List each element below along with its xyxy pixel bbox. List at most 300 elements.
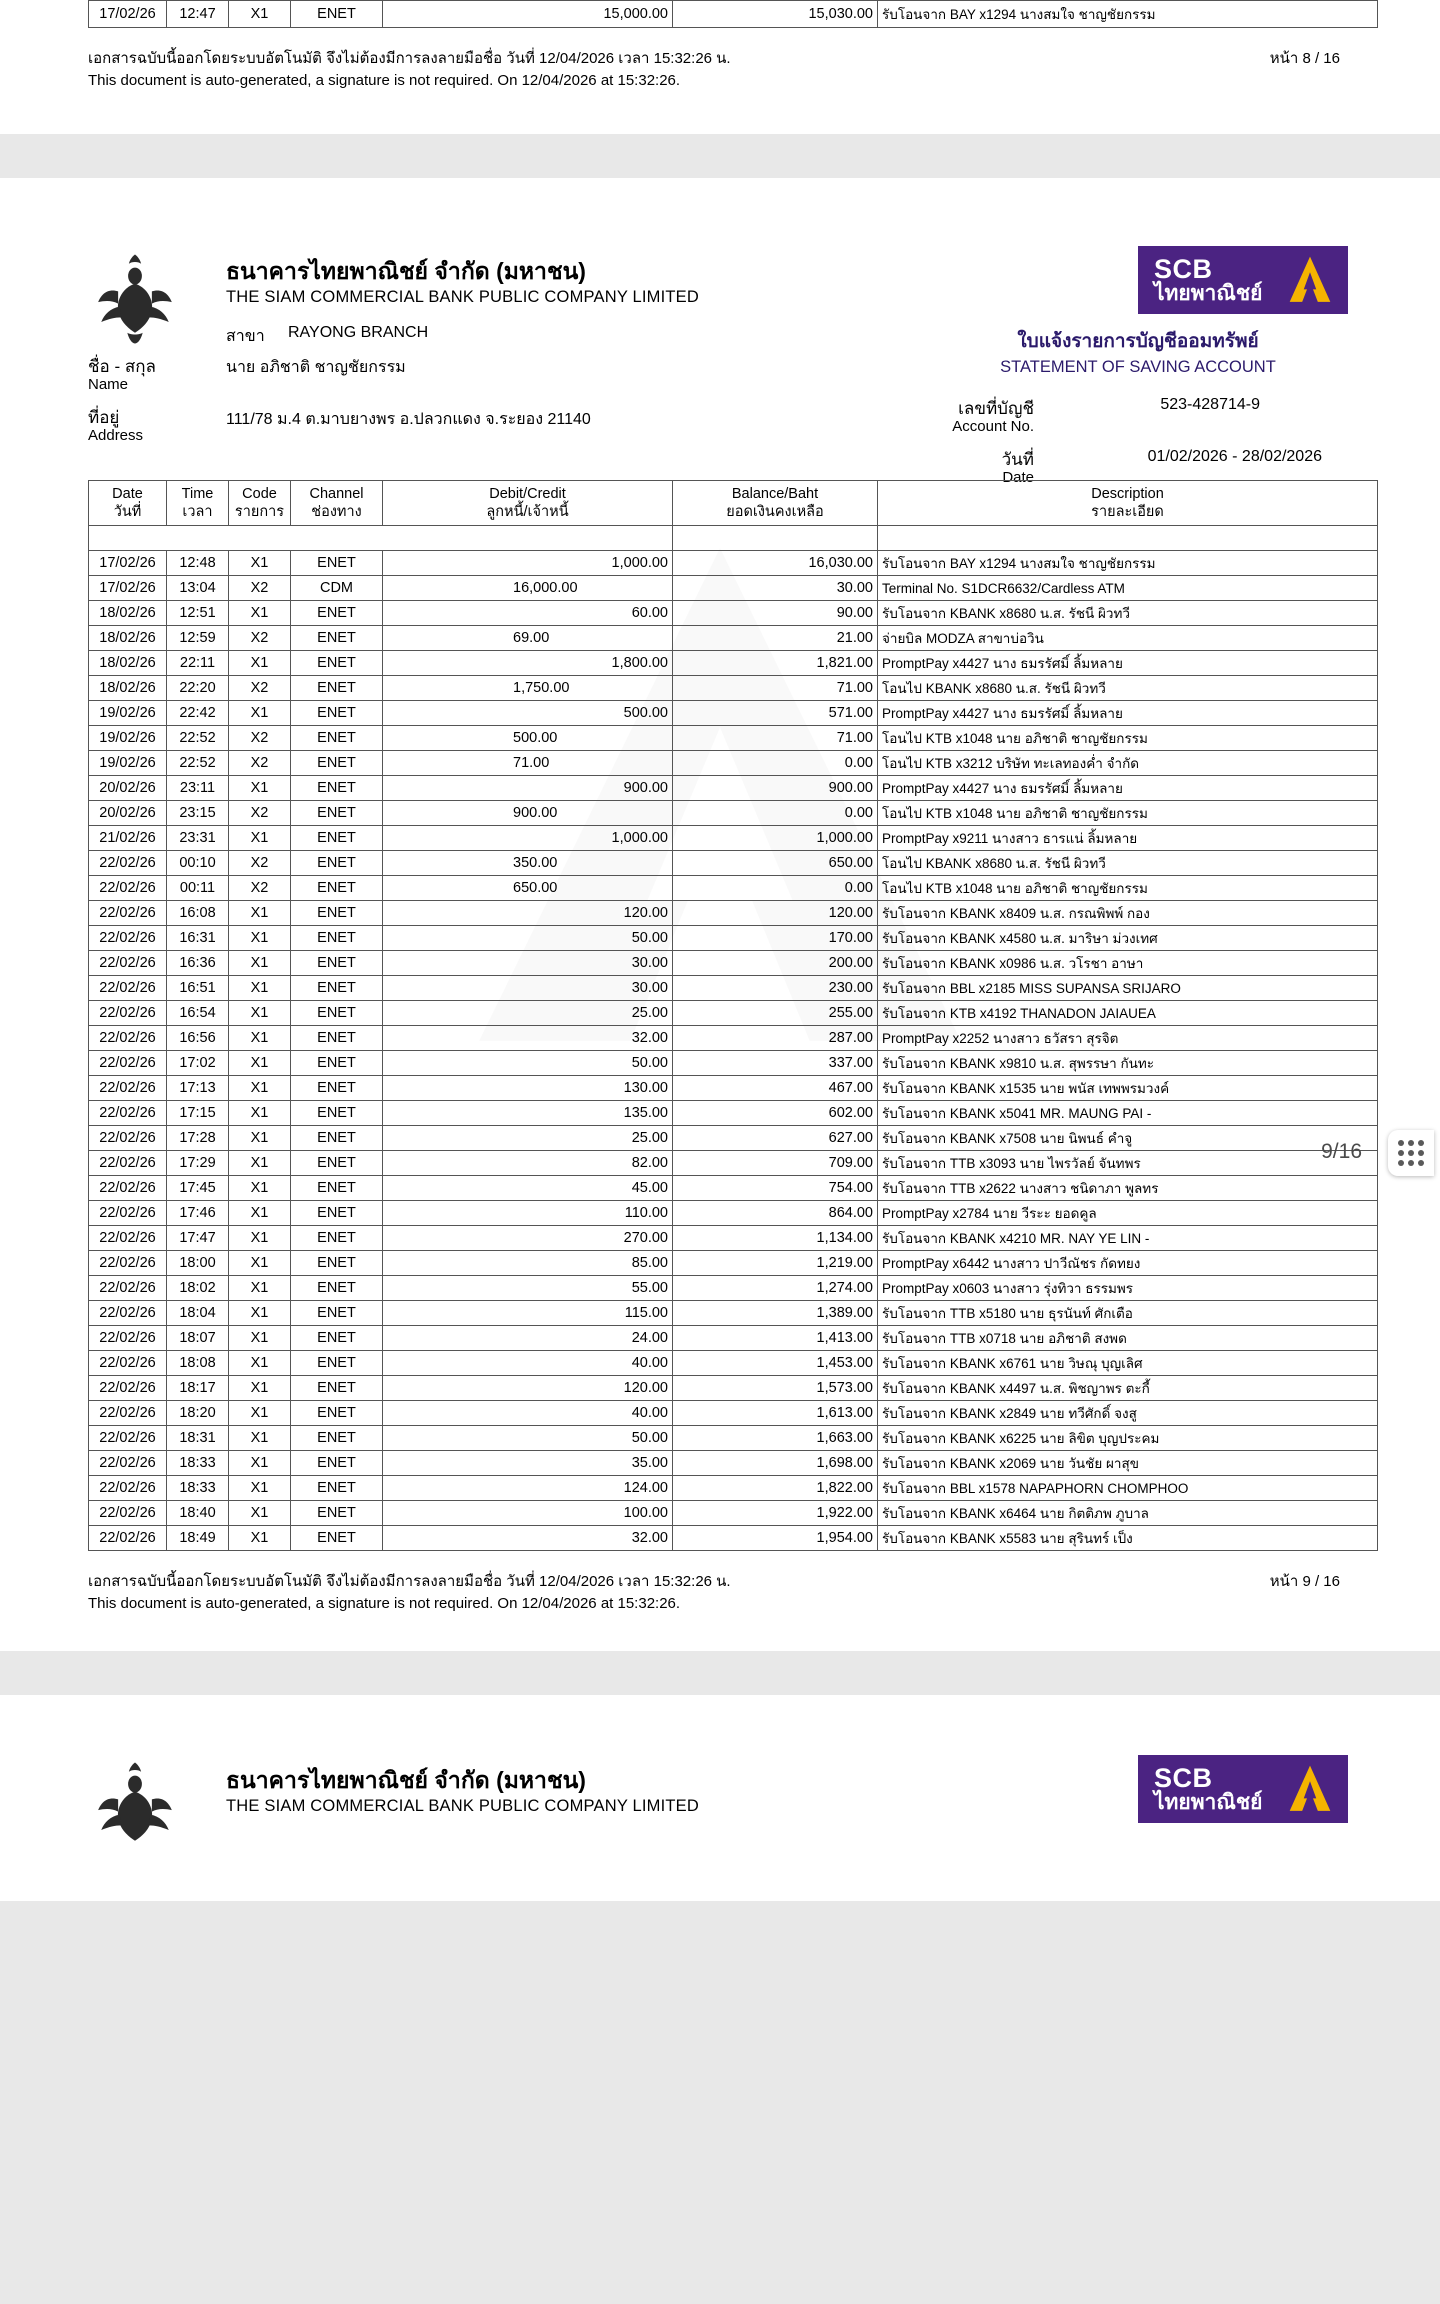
cell-date: 22/02/26 bbox=[89, 1126, 167, 1151]
cell-time: 16:56 bbox=[167, 1026, 229, 1051]
cell-description: รับโอนจาก TTB x5180 นาย ธุรนันท์ ศักเตือ bbox=[878, 1301, 1378, 1326]
cell-channel: ENET bbox=[291, 901, 383, 926]
transactions-body bbox=[89, 526, 1378, 1551]
table-row bbox=[89, 1526, 1378, 1551]
cell-code: X1 bbox=[229, 826, 291, 851]
cell-time: 22:52 bbox=[167, 726, 229, 751]
cell-debit: 25.00 bbox=[383, 1001, 673, 1026]
cell-channel: ENET bbox=[291, 1226, 383, 1251]
page8-footer bbox=[0, 46, 1440, 98]
cell-date: 22/02/26 bbox=[89, 926, 167, 951]
cell-channel: ENET bbox=[291, 676, 383, 701]
cell-channel: ENET bbox=[291, 801, 383, 826]
table-row bbox=[89, 551, 1378, 576]
col-channel-en: Channel bbox=[309, 486, 364, 502]
cell-balance: 71.00 bbox=[673, 726, 878, 751]
cell-debit: 55.00 bbox=[383, 1276, 673, 1301]
table-row bbox=[89, 1076, 1378, 1101]
cell-debit: 1,750.00 bbox=[383, 676, 673, 701]
cell-date: 22/02/26 bbox=[89, 1176, 167, 1201]
cell-code: X1 bbox=[229, 1401, 291, 1426]
cell-balance: 1,954.00 bbox=[673, 1526, 878, 1551]
statement-title-english: STATEMENT OF SAVING ACCOUNT bbox=[1000, 358, 1276, 376]
cell-balance: 1,822.00 bbox=[673, 1476, 878, 1501]
cell-date: 22/02/26 bbox=[89, 1501, 167, 1526]
cell-date: 22/02/26 bbox=[89, 1151, 167, 1176]
table-row bbox=[89, 826, 1378, 851]
cell-channel: ENET bbox=[291, 1426, 383, 1451]
cell-balance: 1,000.00 bbox=[673, 826, 878, 851]
cell-time: 23:31 bbox=[167, 826, 229, 851]
cell-description: รับโอนจาก KBANK x7508 นาย นิพนธ์ คำจู bbox=[878, 1126, 1378, 1151]
cell-balance: 1,821.00 bbox=[673, 651, 878, 676]
cell-date: 17/02/26 bbox=[89, 551, 167, 576]
cell-date: 22/02/26 bbox=[89, 1101, 167, 1126]
cell-code: X2 bbox=[229, 851, 291, 876]
cell-balance: 571.00 bbox=[673, 701, 878, 726]
cell-balance: 90.00 bbox=[673, 601, 878, 626]
cell-code: X1 bbox=[229, 1526, 291, 1551]
date-label-thai: วันที่ bbox=[1001, 450, 1034, 469]
table-row bbox=[89, 1276, 1378, 1301]
cell-description: รับโอนจาก BBL x2185 MISS SUPANSA SRIJARO bbox=[878, 976, 1378, 1001]
cell-debit: 45.00 bbox=[383, 1176, 673, 1201]
garuda-emblem-icon bbox=[96, 1761, 174, 1853]
cell-balance: 21.00 bbox=[673, 626, 878, 651]
cell-description: โอนไป KTB x3212 บริษัท ทะเลทองค่ำ จำกัด bbox=[878, 751, 1378, 776]
table-row bbox=[89, 926, 1378, 951]
cell-debit: 71.00 bbox=[383, 751, 673, 776]
table-row bbox=[89, 1451, 1378, 1476]
table-row bbox=[89, 1126, 1378, 1151]
col-debit-credit bbox=[383, 481, 673, 526]
bank-name-english: THE SIAM COMMERCIAL BANK PUBLIC COMPANY LIMITED bbox=[226, 1797, 700, 1816]
cell-time: 18:40 bbox=[167, 1501, 229, 1526]
branch-value: RAYONG BRANCH bbox=[288, 324, 429, 341]
cell-description: PromptPay x4427 นาง ธมรรัศมิ์ ลิ้มหลาย bbox=[878, 776, 1378, 801]
page-9 bbox=[0, 178, 1440, 1651]
cell-debit: 50.00 bbox=[383, 1426, 673, 1451]
cell-time: 12:48 bbox=[167, 551, 229, 576]
cell-code: X1 bbox=[229, 1176, 291, 1201]
col-balance-th: ยอดเงินคงเหลือ bbox=[726, 504, 824, 521]
cell-channel: ENET bbox=[291, 1, 383, 28]
footer-note-thai: เอกสารฉบับนี้ออกโดยระบบอัตโนมัติ จึงไม่ต้องมีการลงลายมือชื่อ วันที่ 12/04/2026 เวลา 15:32:26 น. bbox=[88, 1573, 731, 1591]
cell-channel: ENET bbox=[291, 1451, 383, 1476]
table-row bbox=[89, 1351, 1378, 1376]
account-holder-name: นาย อภิชาติ ชาญชัยกรรม bbox=[226, 359, 406, 376]
table-row bbox=[89, 1051, 1378, 1076]
cell-description: รับโอนจาก KTB x4192 THANADON JAIAUEA bbox=[878, 1001, 1378, 1026]
cell-channel: ENET bbox=[291, 876, 383, 901]
page9-footer bbox=[0, 1569, 1440, 1621]
cell-balance: 709.00 bbox=[673, 1151, 878, 1176]
cell-channel: ENET bbox=[291, 1251, 383, 1276]
cell-balance: 0.00 bbox=[673, 801, 878, 826]
account-no-label-thai: เลขที่บัญชี bbox=[958, 399, 1034, 418]
cell-balance: 16,030.00 bbox=[673, 551, 878, 576]
cell-time: 18:04 bbox=[167, 1301, 229, 1326]
cell-time: 17:02 bbox=[167, 1051, 229, 1076]
cell-channel: ENET bbox=[291, 1176, 383, 1201]
garuda-emblem-icon bbox=[96, 253, 174, 345]
cell-description: รับโอนจาก KBANK x2069 นาย วันชัย ผาสุข bbox=[878, 1451, 1378, 1476]
cell-channel: ENET bbox=[291, 1376, 383, 1401]
cell-description: รับโอนจาก TTB x0718 นาย อภิชาติ สงพด bbox=[878, 1326, 1378, 1351]
cell-debit: 100.00 bbox=[383, 1501, 673, 1526]
cell-debit: 69.00 bbox=[383, 626, 673, 651]
cell-debit: 82.00 bbox=[383, 1151, 673, 1176]
cell-date: 19/02/26 bbox=[89, 726, 167, 751]
footer-page-number: หน้า 8 / 16 bbox=[1269, 50, 1340, 67]
cell-time: 16:54 bbox=[167, 1001, 229, 1026]
cell-time: 17:29 bbox=[167, 1151, 229, 1176]
cell-balance: 30.00 bbox=[673, 576, 878, 601]
table-row bbox=[89, 1301, 1378, 1326]
cell-channel: ENET bbox=[291, 826, 383, 851]
table-row bbox=[89, 801, 1378, 826]
drag-handle-icon[interactable] bbox=[1388, 1130, 1434, 1176]
cell-time: 23:11 bbox=[167, 776, 229, 801]
cell-time: 12:59 bbox=[167, 626, 229, 651]
cell-debit: 50.00 bbox=[383, 926, 673, 951]
table-row bbox=[89, 901, 1378, 926]
cell-debit: 85.00 bbox=[383, 1251, 673, 1276]
cell-debit: 1,800.00 bbox=[383, 651, 673, 676]
account-no-label-english: Account No. bbox=[952, 418, 1034, 435]
footer-note-english: This document is auto-generated, a signature is not required. On 12/04/2026 at 15:32:26. bbox=[88, 1595, 681, 1613]
cell-debit: 50.00 bbox=[383, 1051, 673, 1076]
page-10 bbox=[0, 1695, 1440, 1901]
address-label-thai: ที่อยู่ bbox=[88, 408, 120, 427]
page-indicator: 9/16 bbox=[1321, 1140, 1362, 1163]
cell-balance: 1,922.00 bbox=[673, 1501, 878, 1526]
cell-code: X1 bbox=[229, 976, 291, 1001]
cell-channel: ENET bbox=[291, 1301, 383, 1326]
cell-date: 22/02/26 bbox=[89, 1026, 167, 1051]
cell-debit: 900.00 bbox=[383, 801, 673, 826]
account-holder-address: 111/78 ม.4 ต.มาบยางพร อ.ปลวกแดง จ.ระยอง 21140 bbox=[226, 411, 591, 428]
cell-code: X1 bbox=[229, 901, 291, 926]
cell-channel: ENET bbox=[291, 651, 383, 676]
cell-time: 18:07 bbox=[167, 1326, 229, 1351]
cell-balance: 1,453.00 bbox=[673, 1351, 878, 1376]
cell-date: 18/02/26 bbox=[89, 651, 167, 676]
cell-time: 16:31 bbox=[167, 926, 229, 951]
cell-description: PromptPay x6442 นางสาว ปาวีณัชร กัดทยง bbox=[878, 1251, 1378, 1276]
cell-balance: 602.00 bbox=[673, 1101, 878, 1126]
cell-debit: 120.00 bbox=[383, 1376, 673, 1401]
scb-leaf-icon bbox=[1286, 255, 1334, 305]
scb-logo-text-th: ไทยพาณิชย์ bbox=[1154, 282, 1263, 306]
col-code bbox=[229, 481, 291, 526]
cell-description: PromptPay x2784 นาย วีระะ ยอดคูล bbox=[878, 1201, 1378, 1226]
cell-time: 12:51 bbox=[167, 601, 229, 626]
table-row bbox=[89, 1001, 1378, 1026]
cell-time: 18:00 bbox=[167, 1251, 229, 1276]
cell-date: 22/02/26 bbox=[89, 951, 167, 976]
cell-debit: 500.00 bbox=[383, 726, 673, 751]
cell-date: 22/02/26 bbox=[89, 1426, 167, 1451]
cell-code: X1 bbox=[229, 1251, 291, 1276]
cell-date: 22/02/26 bbox=[89, 1226, 167, 1251]
cell-date: 22/02/26 bbox=[89, 1251, 167, 1276]
col-code-th: รายการ bbox=[234, 504, 285, 521]
cell-description: โอนไป KTB x1048 นาย อภิชาติ ชาญชัยกรรม bbox=[878, 876, 1378, 901]
cell-code: X1 bbox=[229, 1301, 291, 1326]
table-row bbox=[89, 951, 1378, 976]
table-row bbox=[89, 1101, 1378, 1126]
cell-code: X2 bbox=[229, 626, 291, 651]
table-header-row bbox=[89, 481, 1378, 526]
balance-brought-forward-label bbox=[89, 526, 673, 551]
cell-time: 18:31 bbox=[167, 1426, 229, 1451]
cell-code: X2 bbox=[229, 801, 291, 826]
scb-logo bbox=[1138, 1755, 1348, 1823]
table-row bbox=[89, 1026, 1378, 1051]
cell-description: รับโอนจาก KBANK x2849 นาย ทวีศักดิ์ จงสู bbox=[878, 1401, 1378, 1426]
cell-code: X1 bbox=[229, 1376, 291, 1401]
cell-date: 18/02/26 bbox=[89, 676, 167, 701]
branch-label: สาขา bbox=[226, 328, 265, 345]
cell-balance: 1,389.00 bbox=[673, 1301, 878, 1326]
cell-balance: 71.00 bbox=[673, 676, 878, 701]
bank-name-thai: ธนาคารไทยพาณิชย์ จำกัด (มหาชน) bbox=[226, 258, 586, 284]
cell-code: X1 bbox=[229, 1451, 291, 1476]
cell-channel: ENET bbox=[291, 1476, 383, 1501]
cell-channel: ENET bbox=[291, 976, 383, 1001]
cell-time: 18:33 bbox=[167, 1476, 229, 1501]
table-row bbox=[89, 626, 1378, 651]
cell-description: รับโอนจาก TTB x3093 นาย ไพรวัลย์ จันทพร bbox=[878, 1151, 1378, 1176]
cell-balance: 120.00 bbox=[673, 901, 878, 926]
cell-description: โอนไป KBANK x8680 น.ส. รัชนี ผิวทวี bbox=[878, 676, 1378, 701]
cell-date: 22/02/26 bbox=[89, 1076, 167, 1101]
col-channel bbox=[291, 481, 383, 526]
cell-channel: ENET bbox=[291, 1126, 383, 1151]
cell-date: 22/02/26 bbox=[89, 1051, 167, 1076]
cell-description: Terminal No. S1DCR6632/Cardless ATM bbox=[878, 576, 1378, 601]
cell-description: รับโอนจาก KBANK x4497 น.ส. พิชญาพร ตะกี้ bbox=[878, 1376, 1378, 1401]
cell-code: X2 bbox=[229, 576, 291, 601]
table-row bbox=[89, 1326, 1378, 1351]
cell-date: 20/02/26 bbox=[89, 776, 167, 801]
cell-balance: 1,698.00 bbox=[673, 1451, 878, 1476]
cell-channel: ENET bbox=[291, 1151, 383, 1176]
cell-description: PromptPay x4427 นาง ธมรรัศมิ์ ลิ้มหลาย bbox=[878, 701, 1378, 726]
address-label-english: Address bbox=[88, 427, 144, 444]
cell-balance: 1,219.00 bbox=[673, 1251, 878, 1276]
cell-balance: 1,573.00 bbox=[673, 1376, 878, 1401]
page-8 bbox=[0, 0, 1440, 134]
balance-brought-forward-amount bbox=[673, 526, 878, 551]
cell-channel: ENET bbox=[291, 626, 383, 651]
table-row bbox=[89, 1376, 1378, 1401]
cell-debit: 30.00 bbox=[383, 951, 673, 976]
cell-code: X1 bbox=[229, 1, 291, 28]
cell-time: 16:08 bbox=[167, 901, 229, 926]
cell-code: X1 bbox=[229, 776, 291, 801]
cell-channel: ENET bbox=[291, 601, 383, 626]
cell-time: 18:02 bbox=[167, 1276, 229, 1301]
cell-debit: 60.00 bbox=[383, 601, 673, 626]
cell-channel: ENET bbox=[291, 751, 383, 776]
balance-brought-forward-row bbox=[89, 526, 1378, 551]
bank-name-english: THE SIAM COMMERCIAL BANK PUBLIC COMPANY LIMITED bbox=[226, 288, 700, 306]
cell-description: รับโอนจาก KBANK x0986 น.ส. วโรชา อาษา bbox=[878, 951, 1378, 976]
statement-header-partial bbox=[0, 1751, 1440, 1901]
cell-channel: ENET bbox=[291, 701, 383, 726]
cell-balance: 650.00 bbox=[673, 851, 878, 876]
date-label-english: Date bbox=[1002, 469, 1034, 486]
table-row bbox=[89, 701, 1378, 726]
cell-description: โอนไป KTB x1048 นาย อภิชาติ ชาญชัยกรรม bbox=[878, 801, 1378, 826]
cell-description: รับโอนจาก BBL x1578 NAPAPHORN CHOMPHOO bbox=[878, 1476, 1378, 1501]
balance-brought-forward-desc bbox=[878, 526, 1378, 551]
table-row bbox=[89, 1226, 1378, 1251]
cell-channel: ENET bbox=[291, 1501, 383, 1526]
cell-description: PromptPay x9211 นางสาว ธารแน่ ลิ้มหลาย bbox=[878, 826, 1378, 851]
table-row bbox=[89, 1, 1378, 28]
cell-balance: 15,030.00 bbox=[673, 1, 878, 28]
cell-date: 20/02/26 bbox=[89, 801, 167, 826]
cell-time: 17:45 bbox=[167, 1176, 229, 1201]
cell-debit: 110.00 bbox=[383, 1201, 673, 1226]
cell-description: รับโอนจาก KBANK x6225 นาย ลิขิต บุญประคม bbox=[878, 1426, 1378, 1451]
cell-balance: 170.00 bbox=[673, 926, 878, 951]
cell-channel: ENET bbox=[291, 1101, 383, 1126]
cell-code: X1 bbox=[229, 1051, 291, 1076]
footer-note-thai: เอกสารฉบับนี้ออกโดยระบบอัตโนมัติ จึงไม่ต้องมีการลงลายมือชื่อ วันที่ 12/04/2026 เวลา 15:32:26 น. bbox=[88, 50, 731, 67]
cell-time: 18:33 bbox=[167, 1451, 229, 1476]
col-balance-en: Balance/Baht bbox=[731, 486, 819, 502]
cell-channel: ENET bbox=[291, 1001, 383, 1026]
table-row bbox=[89, 876, 1378, 901]
cell-debit: 130.00 bbox=[383, 1076, 673, 1101]
cell-balance: 0.00 bbox=[673, 876, 878, 901]
table-row bbox=[89, 1151, 1378, 1176]
cell-debit: 25.00 bbox=[383, 1126, 673, 1151]
cell-debit: 135.00 bbox=[383, 1101, 673, 1126]
cell-code: X1 bbox=[229, 1151, 291, 1176]
cell-debit: 30.00 bbox=[383, 976, 673, 1001]
table-row bbox=[89, 651, 1378, 676]
cell-description: จ่ายบิล MODZA สาขาบ่อวิน bbox=[878, 626, 1378, 651]
cell-debit: 500.00 bbox=[383, 701, 673, 726]
table-row bbox=[89, 751, 1378, 776]
cell-date: 22/02/26 bbox=[89, 1401, 167, 1426]
cell-debit: 270.00 bbox=[383, 1226, 673, 1251]
cell-time: 00:10 bbox=[167, 851, 229, 876]
cell-channel: ENET bbox=[291, 851, 383, 876]
cell-code: X1 bbox=[229, 1351, 291, 1376]
cell-code: X2 bbox=[229, 751, 291, 776]
cell-code: X1 bbox=[229, 1326, 291, 1351]
cell-debit: 124.00 bbox=[383, 1476, 673, 1501]
cell-debit: 115.00 bbox=[383, 1301, 673, 1326]
col-debit-credit-th: ลูกหนี้/เจ้าหนี้ bbox=[486, 504, 569, 521]
cell-time: 16:51 bbox=[167, 976, 229, 1001]
scb-logo-text-en: SCB bbox=[1154, 1763, 1213, 1794]
cell-description: รับโอนจาก TTB x2622 นางสาว ชนิดาภา พูลทร bbox=[878, 1176, 1378, 1201]
cell-date: 22/02/26 bbox=[89, 1451, 167, 1476]
cell-description: รับโอนจาก KBANK x6464 นาย กิตติภพ ภูบาล bbox=[878, 1501, 1378, 1526]
cell-channel: ENET bbox=[291, 551, 383, 576]
cell-description: รับโอนจาก KBANK x5583 นาย สุรินทร์ เป็ง bbox=[878, 1526, 1378, 1551]
name-label-english: Name bbox=[88, 376, 129, 393]
cell-debit: 16,000.00 bbox=[383, 576, 673, 601]
cell-date: 17/02/26 bbox=[89, 576, 167, 601]
cell-code: X1 bbox=[229, 1001, 291, 1026]
cell-date: 19/02/26 bbox=[89, 701, 167, 726]
cell-debit: 32.00 bbox=[383, 1026, 673, 1051]
cell-time: 00:11 bbox=[167, 876, 229, 901]
cell-description: รับโอนจาก KBANK x1535 นาย พนัส เทพพรมวงค์ bbox=[878, 1076, 1378, 1101]
cell-balance: 230.00 bbox=[673, 976, 878, 1001]
cell-description: PromptPay x2252 นางสาว ธวัสรา สุรจิต bbox=[878, 1026, 1378, 1051]
cell-code: X1 bbox=[229, 1026, 291, 1051]
page-separator bbox=[0, 134, 1440, 178]
table-row bbox=[89, 1501, 1378, 1526]
cell-debit: 650.00 bbox=[383, 876, 673, 901]
col-time-en: Time bbox=[181, 486, 214, 502]
cell-channel: ENET bbox=[291, 1401, 383, 1426]
table-row bbox=[89, 1201, 1378, 1226]
cell-time: 12:47 bbox=[167, 1, 229, 28]
cell-code: X2 bbox=[229, 726, 291, 751]
cell-balance: 337.00 bbox=[673, 1051, 878, 1076]
cell-balance: 1,663.00 bbox=[673, 1426, 878, 1451]
cell-balance: 0.00 bbox=[673, 751, 878, 776]
page8-last-row-table bbox=[88, 0, 1378, 28]
cell-code: X2 bbox=[229, 676, 291, 701]
cell-description: รับโอนจาก KBANK x4210 MR. NAY YE LIN - bbox=[878, 1226, 1378, 1251]
cell-date: 22/02/26 bbox=[89, 901, 167, 926]
cell-date: 19/02/26 bbox=[89, 751, 167, 776]
cell-date: 22/02/26 bbox=[89, 1526, 167, 1551]
cell-code: X1 bbox=[229, 551, 291, 576]
cell-code: X2 bbox=[229, 876, 291, 901]
cell-debit: 24.00 bbox=[383, 1326, 673, 1351]
cell-balance: 287.00 bbox=[673, 1026, 878, 1051]
cell-time: 22:11 bbox=[167, 651, 229, 676]
cell-code: X1 bbox=[229, 1476, 291, 1501]
cell-code: X1 bbox=[229, 1201, 291, 1226]
cell-date: 22/02/26 bbox=[89, 1201, 167, 1226]
cell-description: รับโอนจาก BAY x1294 นางสมใจ ชาญชัยกรรม bbox=[878, 551, 1378, 576]
cell-debit: 35.00 bbox=[383, 1451, 673, 1476]
table-row bbox=[89, 976, 1378, 1001]
cell-code: X1 bbox=[229, 1426, 291, 1451]
cell-debit: 32.00 bbox=[383, 1526, 673, 1551]
cell-debit: 40.00 bbox=[383, 1401, 673, 1426]
cell-time: 18:20 bbox=[167, 1401, 229, 1426]
cell-date: 22/02/26 bbox=[89, 1001, 167, 1026]
table-row bbox=[89, 676, 1378, 701]
cell-code: X1 bbox=[229, 951, 291, 976]
scb-logo bbox=[1138, 246, 1348, 314]
cell-debit: 350.00 bbox=[383, 851, 673, 876]
cell-code: X1 bbox=[229, 1076, 291, 1101]
cell-date: 22/02/26 bbox=[89, 976, 167, 1001]
cell-time: 22:52 bbox=[167, 751, 229, 776]
table-row bbox=[89, 1401, 1378, 1426]
cell-balance: 255.00 bbox=[673, 1001, 878, 1026]
col-channel-th: ช่องทาง bbox=[311, 504, 362, 521]
cell-balance: 1,134.00 bbox=[673, 1226, 878, 1251]
cell-code: X1 bbox=[229, 1276, 291, 1301]
cell-time: 17:13 bbox=[167, 1076, 229, 1101]
